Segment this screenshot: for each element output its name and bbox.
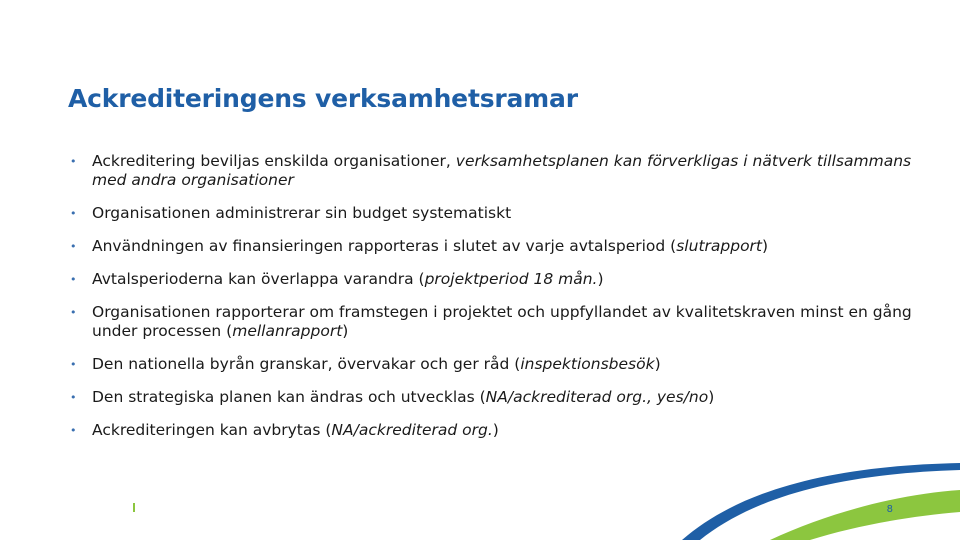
bullet-item <box>68 270 918 289</box>
bullet-italic-text: mellanrapport <box>232 322 343 340</box>
bullet-italic-text: inspektionsbesök <box>520 355 655 373</box>
brand-swoosh-icon <box>660 460 960 540</box>
bullet-italic-text: NA/ackrediterad org. <box>331 421 493 439</box>
bullet-item <box>68 421 918 440</box>
bullet-text: Ackrediteringen kan avbrytas ( <box>92 421 332 439</box>
slide-title: Ackrediteringens verksamhetsramar <box>68 84 578 113</box>
bullet-italic-text: projektperiod 18 mån. <box>424 270 598 288</box>
bullet-item <box>68 303 918 341</box>
footer-tick-mark <box>133 503 135 512</box>
bullet-dot-icon: • <box>70 155 77 168</box>
bullet-dot-icon: • <box>70 424 77 437</box>
bullet-item <box>68 204 918 223</box>
bullet-dot-icon: • <box>70 358 77 371</box>
bullet-italic-text: verksamhetsplanen kan förverkligas i nätverk tillsammans med andra organisationer <box>92 152 912 189</box>
bullet-text: Organisationen rapporterar om framstegen i projektet och uppfyllandet av kvalitetskraven minst en gång under processen ( <box>92 303 912 340</box>
bullet-text-after: ) <box>708 388 715 406</box>
bullet-dot-icon: • <box>70 391 77 404</box>
bullet-text: Organisationen administrerar sin budget systematiskt <box>92 204 512 222</box>
bullet-dot-icon: • <box>70 240 77 253</box>
bullet-text: Den nationella byrån granskar, övervakar och ger råd ( <box>92 355 521 373</box>
bullet-text-after: ) <box>762 237 769 255</box>
bullet-dot-icon: • <box>70 207 77 220</box>
bullet-dot-icon: • <box>70 273 77 286</box>
bullet-list <box>68 152 918 454</box>
bullet-italic-text: NA/ackrediterad org., yes/no <box>485 388 709 406</box>
bullet-text-after: ) <box>342 322 349 340</box>
bullet-text: Avtalsperioderna kan överlappa varandra ( <box>92 270 425 288</box>
bullet-italic-text: slutrapport <box>676 237 762 255</box>
bullet-item <box>68 355 918 374</box>
bullet-dot-icon: • <box>70 306 77 319</box>
bullet-text: Användningen av finansieringen rapporteras i slutet av varje avtalsperiod ( <box>92 237 677 255</box>
bullet-text: Den strategiska planen kan ändras och utvecklas ( <box>92 388 486 406</box>
bullet-text: Ackreditering beviljas enskilda organisationer, <box>92 152 456 170</box>
page-number: 8 <box>886 504 893 515</box>
bullet-text-after: ) <box>597 270 604 288</box>
bullet-text-after: ) <box>492 421 499 439</box>
bullet-text-after: ) <box>654 355 661 373</box>
bullet-item <box>68 388 918 407</box>
bullet-item <box>68 152 918 190</box>
swoosh-green-band <box>770 490 960 540</box>
bullet-item <box>68 237 918 256</box>
